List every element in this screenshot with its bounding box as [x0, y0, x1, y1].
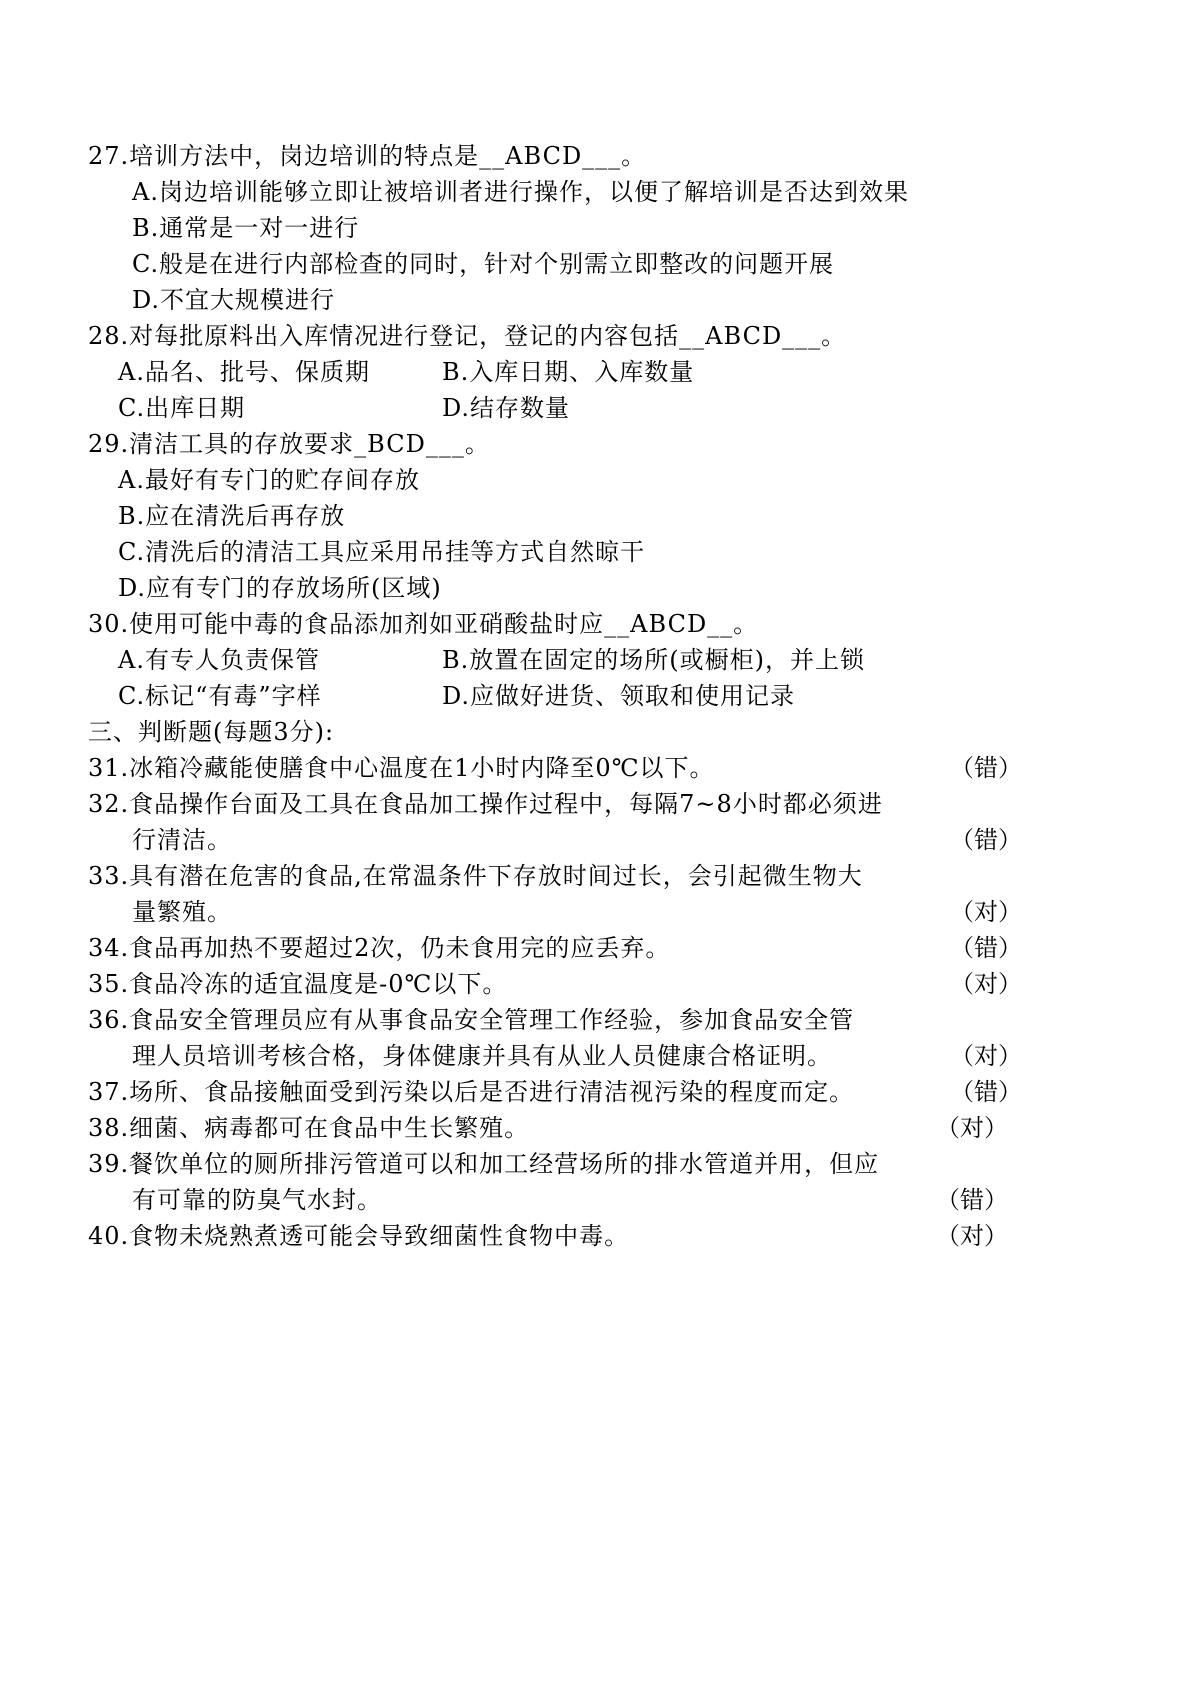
judge-39-text: 39.餐饮单位的厕所排污管道可以和加工经营场所的排水管道并用，但应	[88, 1150, 880, 1178]
judge-35-answer: （对）	[950, 970, 1022, 998]
judge-40-answer: （对）	[936, 1222, 1008, 1250]
question-30-option-d: D.应做好进货、领取和使用记录	[442, 682, 796, 710]
judge-31-text: 31.冰箱冷藏能使膳食中心温度在1小时内降至0℃以下。	[88, 754, 715, 782]
question-30-option-b: B.放置在固定的场所(或橱柜)，并上锁	[442, 646, 865, 674]
judge-36-text: 36.食品安全管理员应有从事食品安全管理工作经验，参加食品安全管	[88, 1006, 855, 1034]
judge-33-continuation: 量繁殖。	[132, 898, 232, 926]
question-28-option-d: D.结存数量	[442, 394, 571, 422]
question-28-option-a: A.品名、批号、保质期	[118, 358, 370, 386]
judge-32-text: 32.食品操作台面及工具在食品加工操作过程中，每隔7~8小时都必须进	[88, 790, 883, 818]
judge-34-answer: （错）	[950, 934, 1022, 962]
question-30-option-c: C.标记“有毒”字样	[118, 682, 322, 710]
judge-37-text: 37.场所、食品接触面受到污染以后是否进行清洁视污染的程度而定。	[88, 1078, 855, 1106]
judge-38-answer: （对）	[936, 1114, 1008, 1142]
question-29-stem: 29.清洁工具的存放要求_BCD___。	[88, 430, 490, 458]
judge-34-text: 34.食品再加热不要超过2次，仍未食用完的应丢弃。	[88, 934, 671, 962]
judge-35-text: 35.食品冷冻的适宜温度是-0℃以下。	[88, 970, 508, 998]
question-27-option-b: B.通常是一对一进行	[132, 214, 360, 242]
question-28-option-b: B.入库日期、入库数量	[442, 358, 695, 386]
question-30-stem: 30.使用可能中毒的食品添加剂如亚硝酸盐时应__ABCD__。	[88, 610, 759, 638]
judge-33-text: 33.具有潜在危害的食品,在常温条件下存放时间过长，会引起微生物大	[88, 862, 863, 890]
question-29-option-a: A.最好有专门的贮存间存放	[118, 466, 420, 494]
question-27-option-a: A.岗边培训能够立即让被培训者进行操作，以便了解培训是否达到效果	[132, 178, 909, 206]
question-29-option-c: C.清洗后的清洁工具应采用吊挂等方式自然晾干	[118, 538, 646, 566]
question-27-option-c: C.般是在进行内部检查的同时，针对个别需立即整改的问题开展	[132, 250, 835, 278]
question-27-option-d: D.不宜大规模进行	[132, 286, 336, 314]
section-3-heading: 三、判断题(每题3分):	[88, 718, 335, 746]
judge-32-continuation: 行清洁。	[132, 826, 232, 854]
question-29-option-b: B.应在清洗后再存放	[118, 502, 346, 530]
judge-36-continuation: 理人员培训考核合格，身体健康并具有从业人员健康合格证明。	[132, 1042, 832, 1070]
question-29-option-d: D.应有专门的存放场所(区域)	[118, 574, 442, 602]
judge-31-answer: （错）	[950, 754, 1022, 782]
judge-33-answer: （对）	[950, 898, 1022, 926]
question-28-stem: 28.对每批原料出入库情况进行登记，登记的内容包括__ABCD___。	[88, 322, 847, 350]
question-30-option-a: A.有专人负责保管	[118, 646, 320, 674]
judge-38-text: 38.细菌、病毒都可在食品中生长繁殖。	[88, 1114, 530, 1142]
judge-39-answer: （错）	[936, 1186, 1008, 1214]
judge-39-continuation: 有可靠的防臭气水封。	[132, 1186, 382, 1214]
question-28-option-c: C.出库日期	[118, 394, 246, 422]
judge-40-text: 40.食物未烧熟煮透可能会导致细菌性食物中毒。	[88, 1222, 630, 1250]
judge-36-answer: （对）	[950, 1042, 1022, 1070]
judge-37-answer: （错）	[950, 1078, 1022, 1106]
question-27-stem: 27.培训方法中，岗边培训的特点是__ABCD___。	[88, 142, 647, 170]
judge-32-answer: （错）	[950, 826, 1022, 854]
